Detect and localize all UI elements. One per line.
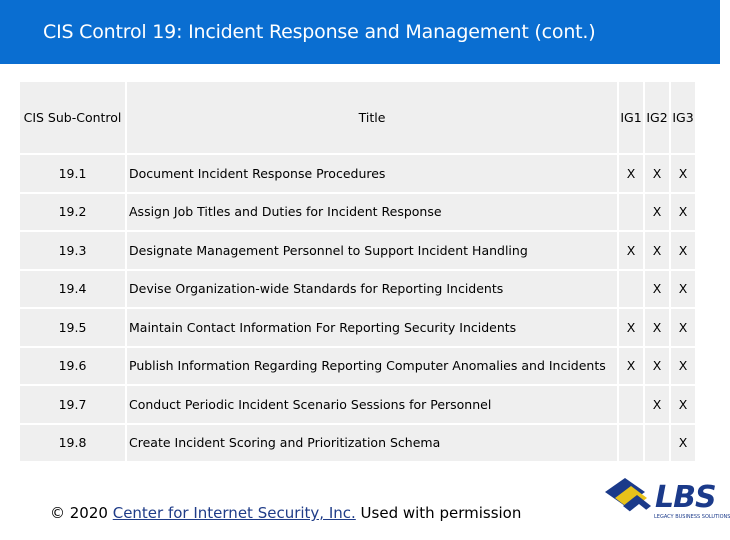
ig1-mark: [619, 386, 643, 423]
table-row: [20, 155, 695, 192]
column-header-ig2: IG2: [645, 82, 669, 153]
sub-control-table: [18, 80, 697, 463]
sub-control-id: 19.8: [20, 425, 125, 462]
ig1-mark: X: [619, 348, 643, 385]
sub-control-id: 19.1: [20, 155, 125, 192]
sub-control-id: 19.5: [20, 309, 125, 346]
sub-control-title: Create Incident Scoring and Prioritization Schema: [127, 425, 617, 462]
cis-link[interactable]: Center for Internet Security, Inc.: [112, 504, 356, 522]
ig1-mark: X: [619, 309, 643, 346]
sub-control-title: Assign Job Titles and Duties for Incident Response: [127, 194, 617, 231]
table-row: [20, 271, 695, 308]
sub-control-title: Publish Information Regarding Reporting Computer Anomalies and Incidents: [127, 348, 617, 385]
table-row: [20, 232, 695, 269]
sub-control-id: 19.6: [20, 348, 125, 385]
sub-control-title: Conduct Periodic Incident Scenario Sessions for Personnel: [127, 386, 617, 423]
table-header-row: [20, 82, 695, 153]
ig2-mark: X: [645, 309, 669, 346]
sub-control-id: 19.4: [20, 271, 125, 308]
ig2-mark: X: [645, 271, 669, 308]
sub-control-title: Document Incident Response Procedures: [127, 155, 617, 192]
ig2-mark: X: [645, 232, 669, 269]
sub-control-title: Devise Organization-wide Standards for Reporting Incidents: [127, 271, 617, 308]
ig2-mark: X: [645, 155, 669, 192]
copyright-footer: [50, 504, 521, 522]
table-row: [20, 425, 695, 462]
sub-control-id: 19.3: [20, 232, 125, 269]
sub-control-id: 19.7: [20, 386, 125, 423]
column-header-title: Title: [127, 82, 617, 153]
ig2-mark: X: [645, 348, 669, 385]
ig2-mark: [645, 425, 669, 462]
ig1-mark: [619, 194, 643, 231]
logo-text: LBS: [655, 480, 716, 515]
ig3-mark: X: [671, 309, 695, 346]
ig1-mark: X: [619, 155, 643, 192]
slide-header: [0, 0, 720, 64]
table-row: [20, 348, 695, 385]
column-header-ig3: IG3: [671, 82, 695, 153]
column-header-ig1: IG1: [619, 82, 643, 153]
ig3-mark: X: [671, 194, 695, 231]
ig3-mark: X: [671, 155, 695, 192]
slide-title: CIS Control 19: Incident Response and Management (cont.): [43, 21, 596, 43]
table-row: [20, 309, 695, 346]
ig2-mark: X: [645, 386, 669, 423]
ig3-mark: X: [671, 386, 695, 423]
table-row: [20, 194, 695, 231]
ig3-mark: X: [671, 425, 695, 462]
ig3-mark: X: [671, 348, 695, 385]
column-header-sub-control: CIS Sub-Control: [20, 82, 125, 153]
ig1-mark: [619, 271, 643, 308]
footer-suffix: Used with permission: [355, 504, 522, 522]
logo-subtext: LEGACY BUSINESS SOLUTIONS: [654, 514, 730, 520]
table-row: [20, 386, 695, 423]
sub-control-title: Maintain Contact Information For Reporting Security Incidents: [127, 309, 617, 346]
ig1-mark: [619, 425, 643, 462]
ig1-mark: X: [619, 232, 643, 269]
ig3-mark: X: [671, 271, 695, 308]
sub-control-title: Designate Management Personnel to Support Incident Handling: [127, 232, 617, 269]
ig3-mark: X: [671, 232, 695, 269]
sub-control-id: 19.2: [20, 194, 125, 231]
footer-prefix: © 2020: [50, 504, 113, 522]
ig2-mark: X: [645, 194, 669, 231]
